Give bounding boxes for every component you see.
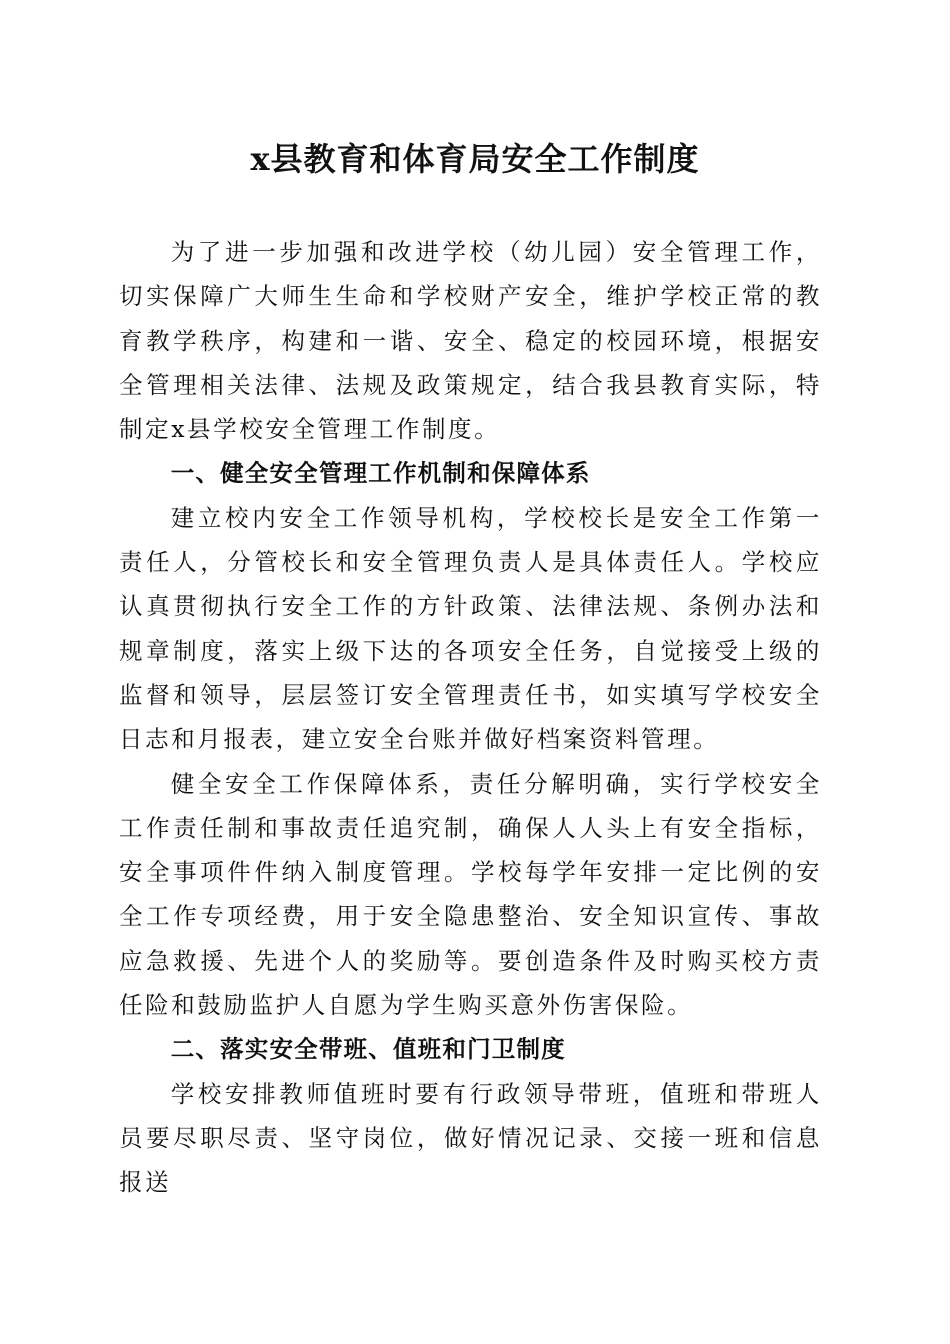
intro-paragraph: 为了进一步加强和改进学校（幼儿园）安全管理工作，切实保障广大师生生命和学校财产安全，维护学校正常的教育教学秩序，构建和一谐、安全、稳定的校园环境，根据安全管理相关法律、法规及政策规定，结合我县教育实际，特制定x县学校安全管理工作制度。 [119,238,822,444]
section-1-paragraph-2: 健全安全工作保障体系，责任分解明确，实行学校安全工作责任制和事故责任追究制，确保人人头上有安全指标，安全事项件件纳入制度管理。学校每学年安排一定比例的安全工作专项经费，用于安全隐患整治、安全知识宣传、事故应急救援、先进个人的奖励等。要创造条件及时购买校方责任险和鼓励监护人自愿为学生购买意外伤害保险。 [119,769,822,1020]
section-1-paragraph-1: 建立校内安全工作领导机构，学校校长是安全工作第一责任人，分管校长和安全管理负责人是具体责任人。学校应认真贯彻执行安全工作的方针政策、法律法规、条例办法和规章制度，落实上级下达的各项安全任务，自觉接受上级的监督和领导，层层签订安全管理责任书，如实填写学校安全日志和月报表，建立安全台账并做好档案资料管理。 [119,503,822,754]
section-heading-2: 二、落实安全带班、值班和门卫制度 [170,1035,566,1064]
section-2-paragraph-1: 学校安排教师值班时要有行政领导带班，值班和带班人员要尽职尽责、坚守岗位，做好情况记录、交接一班和信息报送 [119,1079,822,1197]
section-heading-1: 一、健全安全管理工作机制和保障体系 [170,459,591,488]
document-body [119,230,822,1205]
document-title: x县教育和体育局安全工作制度 [250,140,700,178]
